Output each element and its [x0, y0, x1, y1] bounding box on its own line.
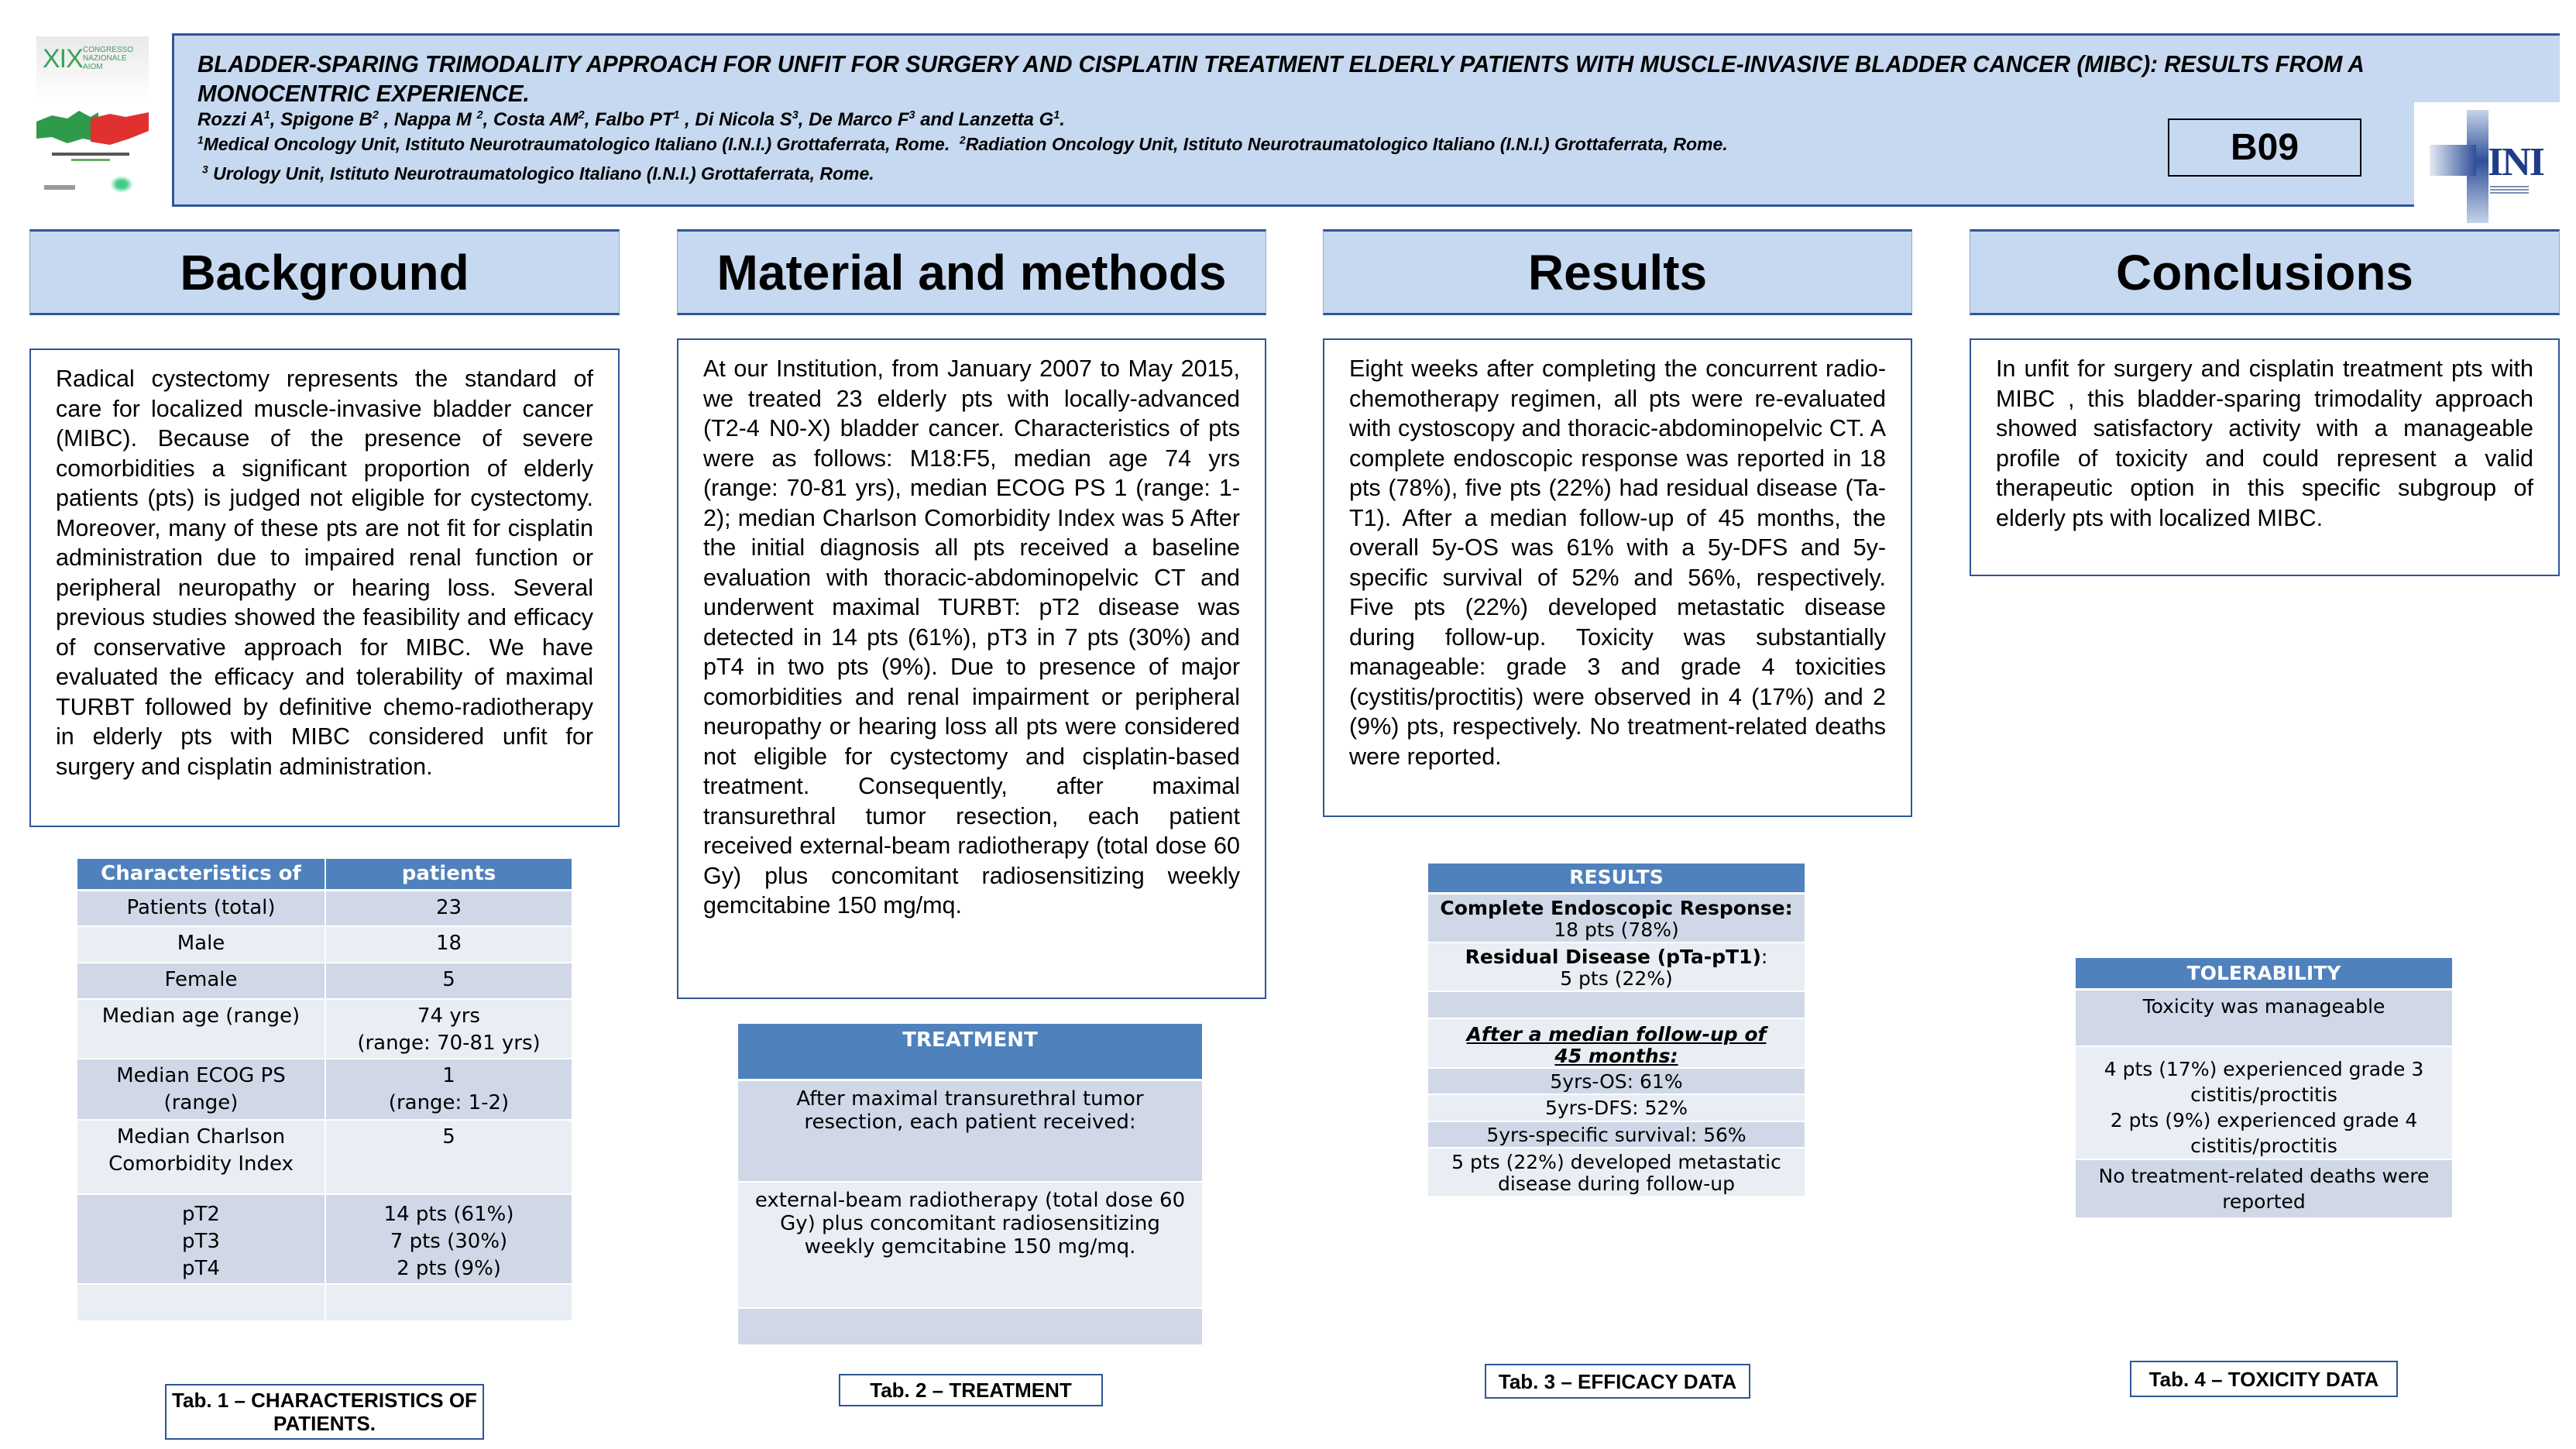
author-separator: , — [798, 109, 809, 130]
author-name: Spigone B — [280, 109, 373, 130]
treatment-row-1: After maximal transurethral tumor resection, each patient received: — [738, 1080, 1202, 1182]
toxicity-row-2 — [2076, 1046, 2452, 1159]
toxicity-grade3: 4 pts (17%) experienced grade 3 cistitis/proctitis — [2104, 1058, 2424, 1106]
treatment-row-3 — [738, 1308, 1202, 1344]
author-affiliation-sup: 3 — [792, 109, 799, 122]
characteristics-header-col1: Characteristics of — [77, 859, 325, 890]
author-separator: , — [679, 109, 696, 130]
efficacy-cer — [1428, 893, 1805, 943]
ini-logo-text: INI — [2488, 140, 2544, 184]
section-header-background: Background — [29, 229, 620, 315]
ini-logo-cross-horizontal — [2430, 145, 2476, 176]
characteristic-label: Patients (total) — [77, 890, 325, 926]
congress-logo-xix: XIX — [43, 44, 83, 74]
author-affiliation-sup: 2 — [372, 109, 379, 122]
italian-flag-wave-icon — [36, 108, 149, 146]
characteristic-value: 74 yrs (range: 70-81 yrs) — [325, 999, 572, 1059]
congress-logo — [36, 36, 149, 198]
characteristics-row — [77, 999, 572, 1059]
efficacy-dfs: 5yrs-DFS: 52% — [1428, 1094, 1805, 1121]
table-4-caption: Tab. 4 – TOXICITY DATA — [2130, 1361, 2398, 1397]
efficacy-followup — [1428, 1018, 1805, 1068]
author-list — [197, 109, 1065, 131]
affiliation-1: Medical Oncology Unit, Istituto Neurotraumatologico Italiano (I.N.I.) Grottaferrata, Rome. — [203, 134, 950, 154]
author-name: Costa AM — [493, 109, 579, 130]
characteristic-label: Median ECOG PS (range) — [77, 1059, 325, 1120]
characteristics-table — [77, 859, 572, 1320]
poster-title: BLADDER-SPARING TRIMODALITY APPROACH FOR UNFIT FOR SURGERY AND CISPLATIN TREATMENT ELDERLY PATIENTS WITH MUSCLE-INVASIVE BLADDER CANCER (MIBC): RESULTS FROM A MONOCENTRIC EXPERIENCE. — [197, 50, 2364, 107]
author-separator: , — [378, 109, 394, 130]
characteristics-row — [77, 1194, 572, 1284]
characteristic-label: Median Charlson Comorbidity Index — [77, 1120, 325, 1194]
toxicity-row-1: Toxicity was manageable — [2076, 989, 2452, 1046]
characteristic-value: 5 — [325, 963, 572, 999]
efficacy-specific: 5yrs-specific survival: 56% — [1428, 1121, 1805, 1148]
author-name: Di Nicola S — [695, 109, 792, 130]
table-1-caption: Tab. 1 – CHARACTERISTICS OF PATIENTS. — [165, 1384, 484, 1440]
toxicity-grade4: 2 pts (9%) experienced grade 4 cistitis/proctitis — [2110, 1109, 2418, 1157]
efficacy-rd-colon: : — [1760, 945, 1768, 968]
section-header-results: Results — [1323, 229, 1912, 315]
section-header-conclusions: Conclusions — [1970, 229, 2560, 315]
author-affiliation-sup: 2 — [476, 109, 483, 122]
author-name: Nappa M — [393, 109, 477, 130]
characteristics-row — [77, 926, 572, 963]
congress-logo-subtitle — [52, 153, 129, 156]
affiliation-3: Urology Unit, Istituto Neurotraumatologico Italiano (I.N.I.) Grottaferrata, Rome. — [213, 163, 874, 184]
characteristic-value — [325, 1284, 572, 1320]
ini-logo — [2414, 102, 2560, 223]
characteristic-label: Female — [77, 963, 325, 999]
characteristics-row — [77, 1284, 572, 1320]
affiliation-3-sup: 3 — [202, 163, 208, 176]
characteristics-row — [77, 1120, 572, 1194]
toxicity-row-3: No treatment-related deaths were reported — [2076, 1159, 2452, 1217]
toxicity-table — [2076, 958, 2452, 1217]
characteristic-value: 5 — [325, 1120, 572, 1194]
sponsor-mark — [44, 185, 75, 190]
characteristics-row — [77, 890, 572, 926]
affiliation-2: Radiation Oncology Unit, Istituto Neurotraumatologico Italiano (I.N.I.) Grottaferrata, Rome. — [965, 134, 1728, 154]
author-separator: , — [584, 109, 596, 130]
characteristic-value: 18 — [325, 926, 572, 963]
affiliations-line-1 — [197, 134, 1728, 155]
characteristics-row — [77, 963, 572, 999]
efficacy-os: 5yrs-OS: 61% — [1428, 1068, 1805, 1094]
author-name: Rozzi A — [197, 109, 264, 130]
characteristics-header-col2: patients — [325, 859, 572, 890]
characteristic-label — [77, 1284, 325, 1320]
characteristic-label: Male — [77, 926, 325, 963]
treatment-header: TREATMENT — [738, 1024, 1202, 1080]
background-text: Radical cystectomy represents the standard of care for localized muscle-invasive bladder cancer (MIBC). Because of the presence of severe comorbidities a significant proportion of elderly patients (pts) is judged not eligible for cystectomy. Moreover, many of these pts are not fit for cisplatin administration due to impaired renal function or peripheral neuropathy or hearing loss. Several previous studies showed the feasibility and efficacy of conservative approach for MIBC. We have evaluated the efficacy and tolerability of maximal TURBT followed by definitive chemo-radiotherapy in elderly pts with MIBC considered unfit for surgery and cisplatin administration. — [29, 349, 620, 827]
efficacy-table — [1428, 864, 1805, 1196]
efficacy-rd-value: 5 pts (22%) — [1560, 967, 1673, 990]
table-2-caption: Tab. 2 – TREATMENT — [839, 1374, 1103, 1406]
characteristic-value: 14 pts (61%) 7 pts (30%) 2 pts (9%) — [325, 1194, 572, 1284]
congress-logo-text: CONGRESSO NAZIONALE AIOM — [83, 46, 134, 71]
author-separator: and — [915, 109, 959, 130]
characteristic-value: 1 (range: 1-2) — [325, 1059, 572, 1120]
congress-logo-subtitle-2 — [71, 159, 110, 161]
efficacy-header: RESULTS — [1428, 864, 1805, 893]
ini-logo-subtitle — [2490, 186, 2529, 194]
treatment-table — [738, 1024, 1202, 1344]
efficacy-metastatic: 5 pts (22%) developed metastatic disease during follow-up — [1428, 1148, 1805, 1196]
toxicity-header: TOLERABILITY — [2076, 958, 2452, 989]
author-affiliation-sup: 1 — [1053, 109, 1060, 122]
results-text: Eight weeks after completing the concurrent radio-chemotherapy regimen, all pts were re-evaluated with cystoscopy and thoracic-abdominopelvic CT. A complete endoscopic response was reported in 18 pts (78%), five pts (22%) had residual disease (Ta-T1). After a median follow-up of 45 months, the overall 5y-OS was 61% with a 5y-DFS and 5y-specific survival of 52% and 56%, respectively. Five pts (22%) developed metastatic disease during follow-up. Toxicity was substantially manageable: grade 3 and grade 4 toxicities (cystitis/proctitis) were observed in 4 (17%) and 2 (9%) pts, respectively. No treatment-related deaths were reported. — [1323, 338, 1912, 817]
author-name: De Marco F — [809, 109, 909, 130]
characteristic-label: Median age (range) — [77, 999, 325, 1059]
author-separator: , — [483, 109, 493, 130]
characteristic-label: pT2 pT3 pT4 — [77, 1194, 325, 1284]
author-name: Falbo PT — [595, 109, 674, 130]
author-affiliation-sup: 2 — [578, 109, 585, 122]
affiliations-line-2 — [202, 163, 874, 184]
efficacy-rd-label: Residual Disease (pTa-pT1) — [1465, 945, 1761, 968]
efficacy-cer-value: 18 pts (78%) — [1554, 918, 1679, 941]
affiliation-1-sup: 1 — [197, 134, 204, 146]
efficacy-followup-label: After a median follow-up of 45 months: — [1466, 1022, 1767, 1067]
efficacy-cer-label: Complete Endoscopic Response: — [1440, 896, 1793, 919]
author-name: Lanzetta G — [958, 109, 1054, 130]
author-affiliation-sup: 1 — [263, 109, 270, 122]
characteristics-row — [77, 1059, 572, 1120]
section-header-methods: Material and methods — [677, 229, 1266, 315]
conclusions-text: In unfit for surgery and cisplatin treatment pts with MIBC , this bladder-sparing trimodality approach showed satisfactory activity with a manageable profile of toxicity and could represent a valid therapeutic option in this specific subgroup of elderly pts with localized MIBC. — [1970, 338, 2560, 576]
affiliation-2-sup: 2 — [960, 134, 966, 146]
author-affiliation-sup: 3 — [908, 109, 915, 122]
author-separator: , — [270, 109, 281, 130]
table-3-caption: Tab. 3 – EFFICACY DATA — [1485, 1364, 1750, 1399]
author-separator: . — [1060, 109, 1065, 130]
author-affiliation-sup: 1 — [673, 109, 680, 122]
aiom-mark-icon — [110, 176, 133, 193]
poster-code: B09 — [2168, 118, 2361, 177]
efficacy-rd — [1428, 943, 1805, 991]
methods-text: At our Institution, from January 2007 to May 2015, we treated 23 elderly pts with locally-advanced (T2-4 N0-X) bladder cancer. Characteristics of pts were as follows: M18:F5, median age 74 yrs (range: 70-81 yrs), median ECOG PS 1 (range: 1-2); median Charlson Comorbidity Index was 5 After the initial diagnosis all pts received a baseline evaluation with thoracic-abdominopelvic CT and underwent maximal TURBT: pT2 disease was detected in 14 pts (61%), pT3 in 7 pts (30%) and pT4 in two pts (9%). Due to presence of major comorbidities and renal impairment or peripheral neuropathy or hearing loss all pts were considered not eligible for cystectomy and cisplatin-based treatment. Consequently, after maximal transurethral tumor resection, each patient received external-beam radiotherapy (total dose 60 Gy) plus concomitant radiosensitizing weekly gemcitabine 150 mg/mq. — [677, 338, 1266, 999]
treatment-row-2: external-beam radiotherapy (total dose 60 Gy) plus concomitant radiosensitizing weekly gemcitabine 150 mg/mq. — [738, 1182, 1202, 1308]
efficacy-spacer — [1428, 991, 1805, 1018]
characteristic-value: 23 — [325, 890, 572, 926]
